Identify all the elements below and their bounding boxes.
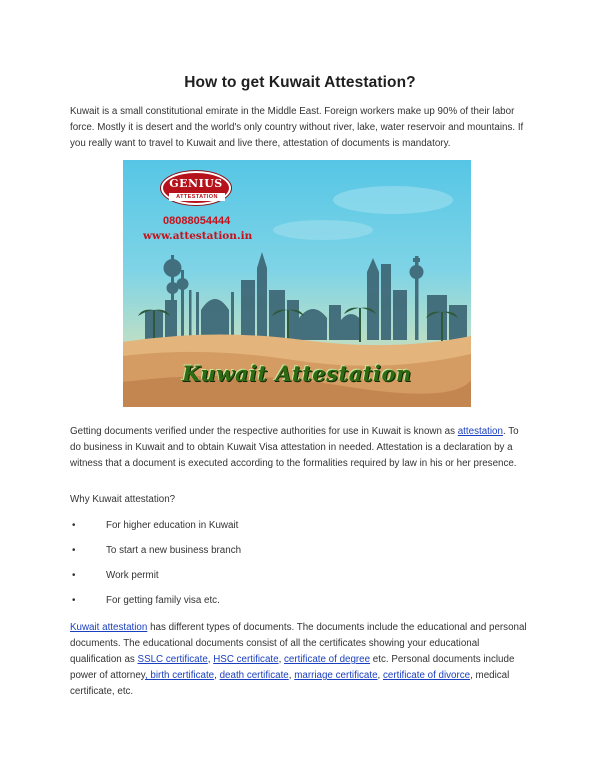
intro-paragraph: Kuwait is a small constitutional emirate in the Middle East. Foreign workers make up 90% of their labor force. Mostly it is desert and the world's only country without river, lake, water reservoir and mountains. If you really want to travel to Kuwait and live there, attestation of documents is mandatory. bbox=[70, 106, 524, 149]
list-item bbox=[72, 570, 532, 595]
attestation-link[interactable]: attestation bbox=[457, 426, 503, 437]
logo-name: GENIUS bbox=[169, 177, 223, 190]
marriage-certificate-link[interactable]: marriage certificate bbox=[294, 670, 378, 681]
birth-certificate-link[interactable]: , birth certificate bbox=[144, 670, 215, 681]
para3-text: etc. Personal documents include power of attorney bbox=[70, 654, 515, 681]
degree-certificate-link[interactable]: certificate of degree bbox=[284, 654, 371, 665]
para3-text: , bbox=[278, 654, 285, 665]
page-title: How to get Kuwait Attestation? bbox=[184, 74, 416, 91]
sslc-certificate-link[interactable]: SSLC certificate bbox=[137, 654, 208, 665]
bullet-icon: • bbox=[72, 520, 76, 531]
para3-text: , bbox=[214, 670, 220, 681]
banner-website: www.attestation.in bbox=[143, 230, 253, 242]
bullet-icon: • bbox=[72, 545, 76, 556]
death-certificate-link[interactable]: death certificate bbox=[219, 670, 289, 681]
banner-phone: 08088054444 bbox=[163, 215, 231, 227]
bullet-icon: • bbox=[72, 595, 76, 606]
reasons-list bbox=[72, 520, 532, 620]
definition-paragraph bbox=[70, 424, 532, 472]
why-heading: Why Kuwait attestation? bbox=[70, 494, 176, 505]
list-item bbox=[72, 520, 532, 545]
kuwait-attestation-banner bbox=[123, 160, 471, 407]
hsc-certificate-link[interactable]: HSC certificate bbox=[213, 654, 279, 665]
bullet-icon: • bbox=[72, 570, 76, 581]
para3-text: , bbox=[377, 670, 383, 681]
list-item-text: For higher education in Kuwait bbox=[106, 520, 239, 531]
divorce-certificate-link[interactable]: certificate of divorce bbox=[382, 670, 471, 681]
genius-attestation-logo bbox=[161, 171, 231, 205]
para2-text-after: . To do business in Kuwait and to obtain Kuwait Visa attestation in needed. Attestation is a declaration by a witness that a document is executed according to the formalities required by law in his or her presence. bbox=[70, 426, 519, 469]
document-types-paragraph bbox=[70, 620, 532, 700]
logo-subtitle: ATTESTATION bbox=[169, 193, 225, 201]
para3-text: has different types of documents. The documents include the educational and personal documents. The educational documents consist of all the certificates showing your educational qualification as bbox=[70, 622, 527, 665]
list-item-text: For getting family visa etc. bbox=[106, 595, 220, 606]
para3-text: , medical certificate, etc. bbox=[70, 670, 510, 697]
banner-caption: Kuwait Attestation bbox=[182, 361, 412, 386]
para3-text: , bbox=[207, 654, 214, 665]
kuwait-attestation-link[interactable]: Kuwait attestation bbox=[70, 622, 148, 633]
list-item-text: To start a new business branch bbox=[106, 545, 242, 556]
list-item-text: Work permit bbox=[106, 570, 159, 581]
list-item bbox=[72, 545, 532, 570]
para3-text: , bbox=[288, 670, 295, 681]
para2-text-before: Getting documents verified under the respective authorities for use in Kuwait is known as bbox=[70, 426, 458, 437]
list-item bbox=[72, 595, 532, 620]
